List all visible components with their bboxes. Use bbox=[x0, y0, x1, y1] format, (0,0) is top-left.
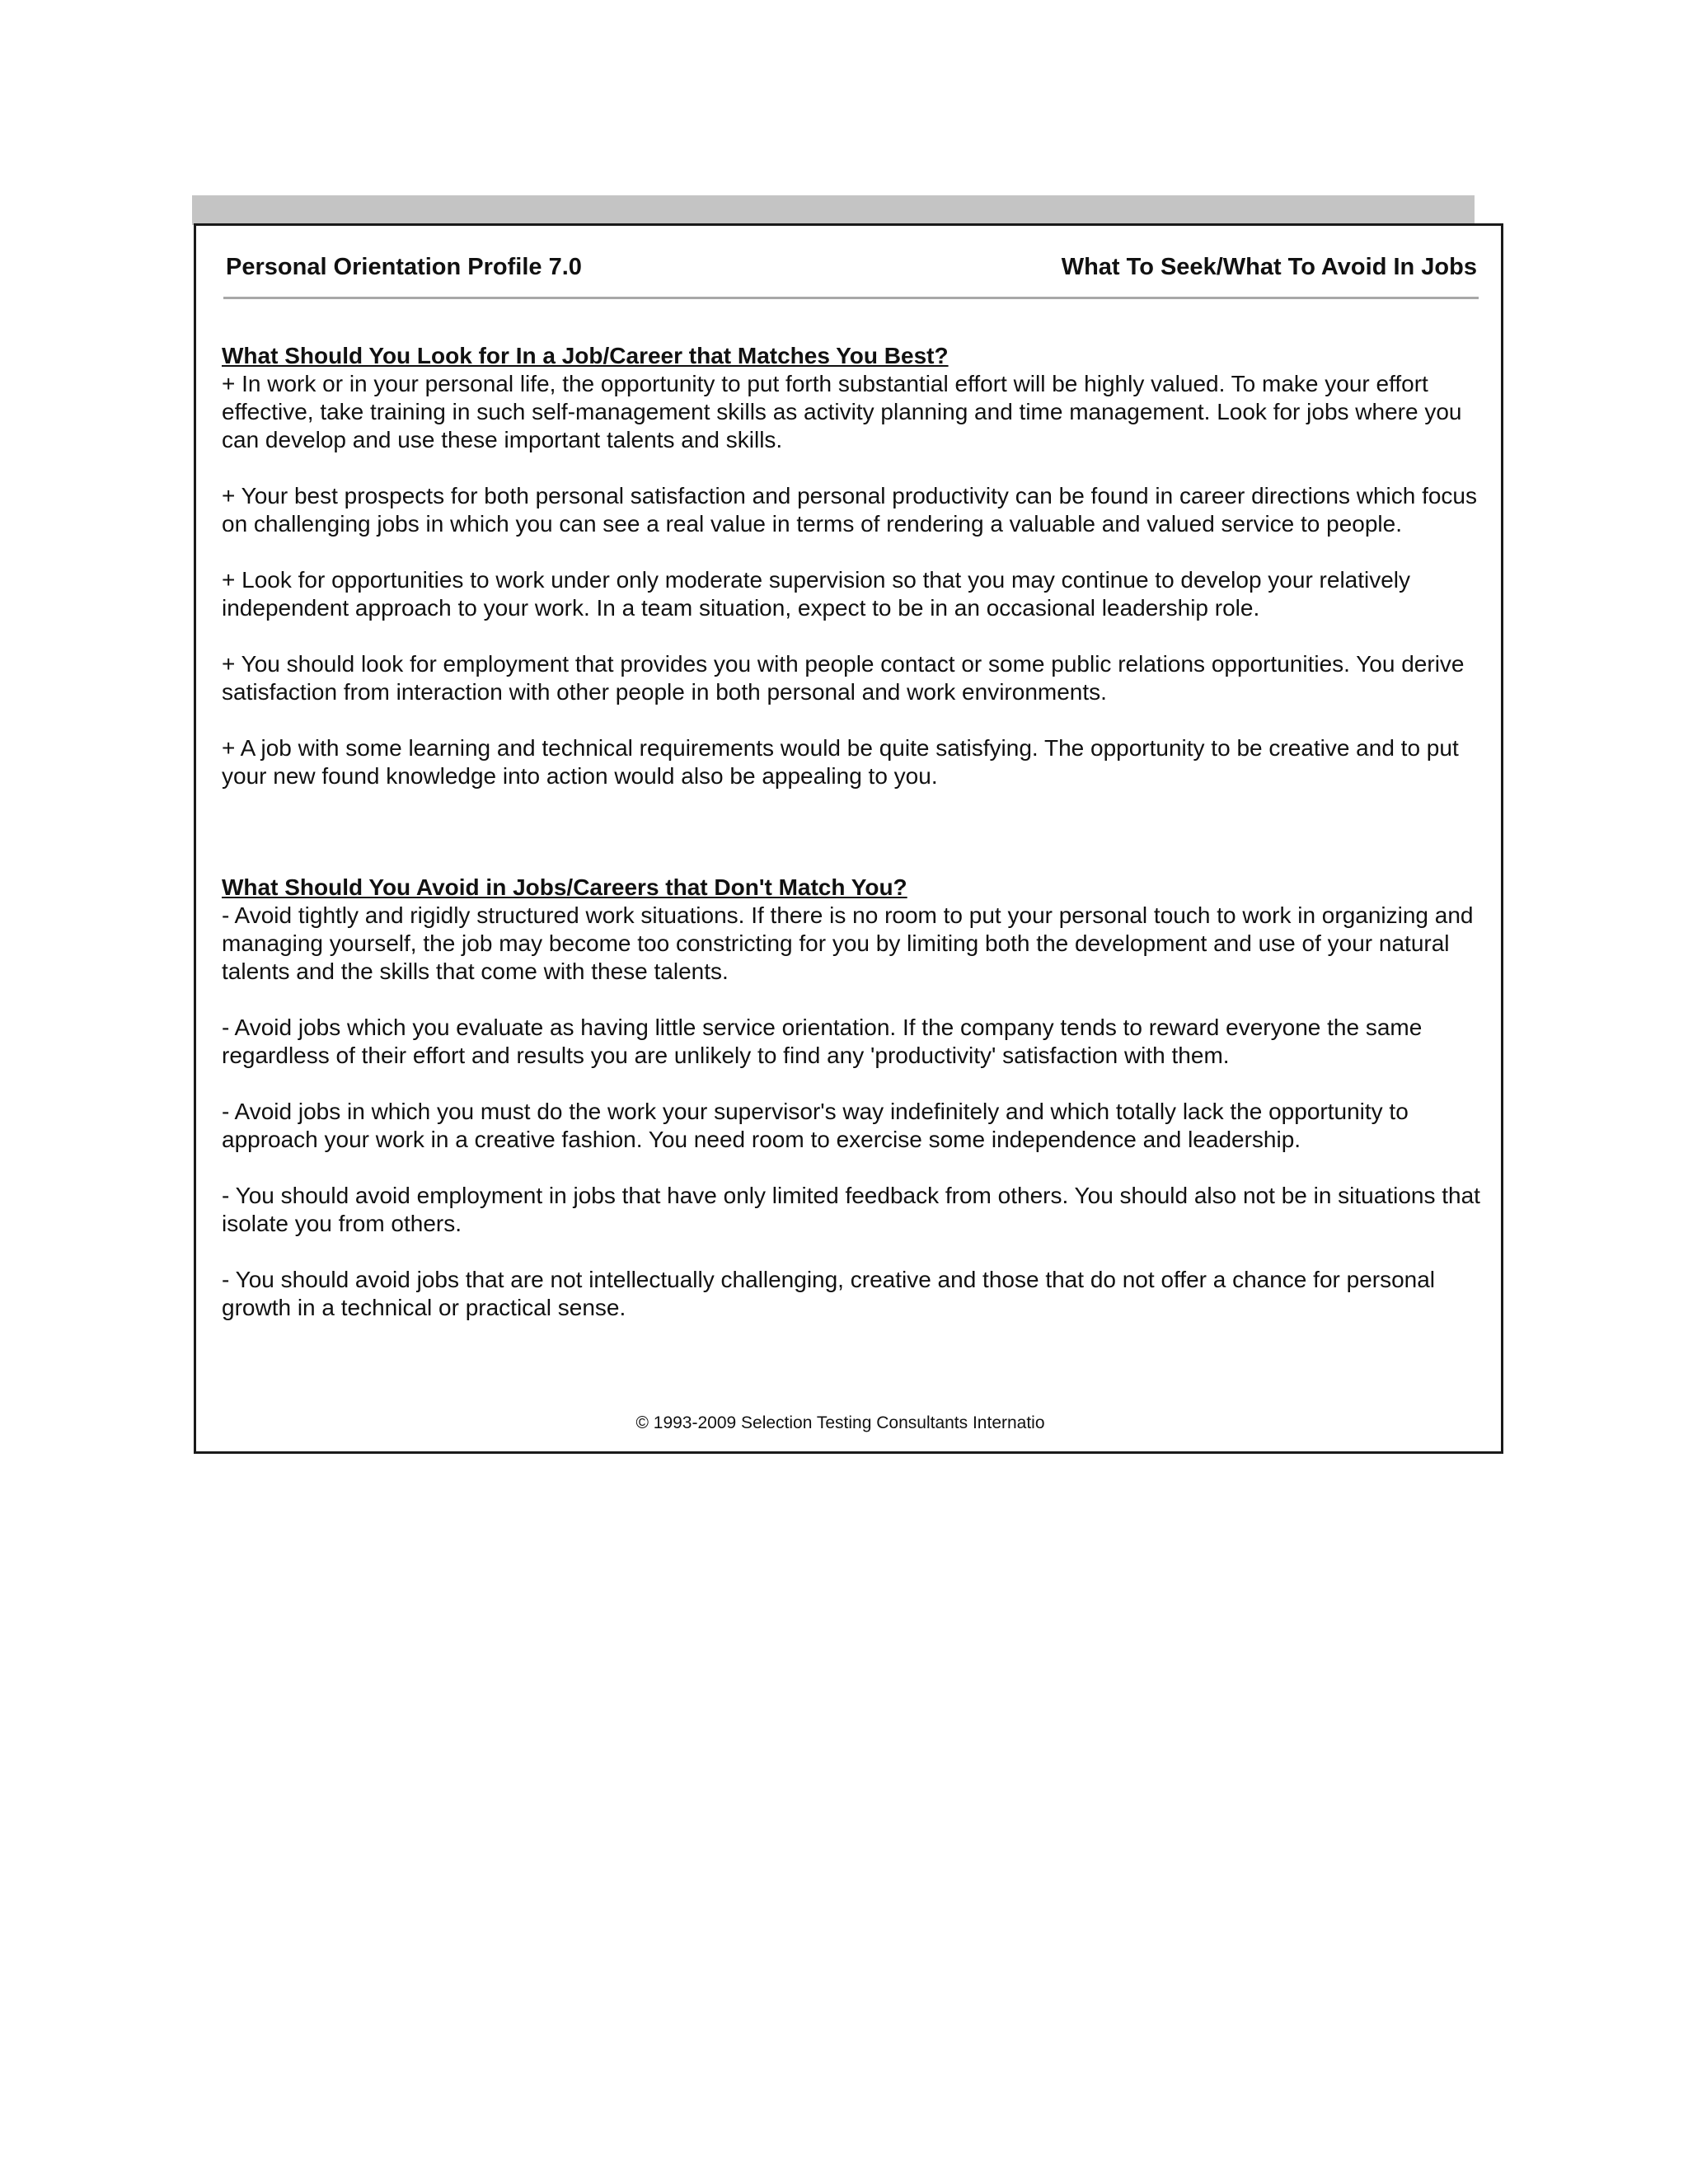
page-header bbox=[223, 251, 1479, 299]
avoid-item: - Avoid jobs which you evaluate as having little service orientation. If the company tends to reward everyone the same regardless of their effort and results you are unlikely to find any 'productivity' satisfaction with them. bbox=[222, 1015, 1423, 1068]
seek-item: + Look for opportunities to work under only moderate supervision so that you may continue to develop your relatively independent approach to your work. In a team situation, expect to be in an occasional leadership role. bbox=[222, 567, 1411, 621]
report-title: Personal Orientation Profile 7.0 bbox=[226, 254, 582, 280]
report-page-frame bbox=[194, 223, 1503, 1454]
seek-item: + In work or in your personal life, the opportunity to put forth substantial effort will be highly valued. To make your effort effective, take training in such self-management skills as activity planning and time management. Look for jobs where you can develop and use these important talents and skills. bbox=[222, 371, 1462, 452]
seek-item: + Your best prospects for both personal satisfaction and personal productivity can be found in career directions which focus on challenging jobs in which you can see a real value in terms of rendering a valuable and valued service to people. bbox=[222, 483, 1478, 537]
copyright-text: © 1993-2009 Selection Testing Consultants Internatio bbox=[635, 1413, 1045, 1432]
avoid-item: - You should avoid employment in jobs that have only limited feedback from others. You should also not be in situations that isolate you from others. bbox=[222, 1183, 1480, 1236]
section-title: What To Seek/What To Avoid In Jobs bbox=[1061, 254, 1477, 280]
seek-item: + You should look for employment that provides you with people contact or some public relations opportunities. You derive satisfaction from interaction with other people in both personal and work environments. bbox=[222, 651, 1465, 705]
avoid-item: - You should avoid jobs that are not intellectually challenging, creative and those that do not offer a chance for personal growth in a technical or practical sense. bbox=[222, 1267, 1436, 1320]
seek-item: + A job with some learning and technical requirements would be quite satisfying. The opportunity to be creative and to put your new found knowledge into action would also be appealing to you. bbox=[222, 735, 1459, 789]
avoid-item: - Avoid jobs in which you must do the work your supervisor's way indefinitely and which totally lack the opportunity to approach your work in a creative fashion. You need room to exercise some independence and leadership. bbox=[222, 1099, 1409, 1152]
seek-heading: What Should You Look for In a Job/Career that Matches You Best? bbox=[222, 343, 949, 368]
avoid-heading: What Should You Avoid in Jobs/Careers that Don't Match You? bbox=[222, 874, 907, 900]
section-spacer bbox=[222, 818, 1483, 874]
top-gray-band bbox=[192, 195, 1475, 225]
report-content bbox=[222, 342, 1483, 1350]
avoid-item: - Avoid tightly and rigidly structured work situations. If there is no room to put your personal touch to work in organizing and managing yourself, the job may become too constricting for you by limiting both the development and use of your natural talents and the skills that come with these talents. bbox=[222, 902, 1474, 984]
copyright-footer bbox=[196, 1413, 1501, 1434]
